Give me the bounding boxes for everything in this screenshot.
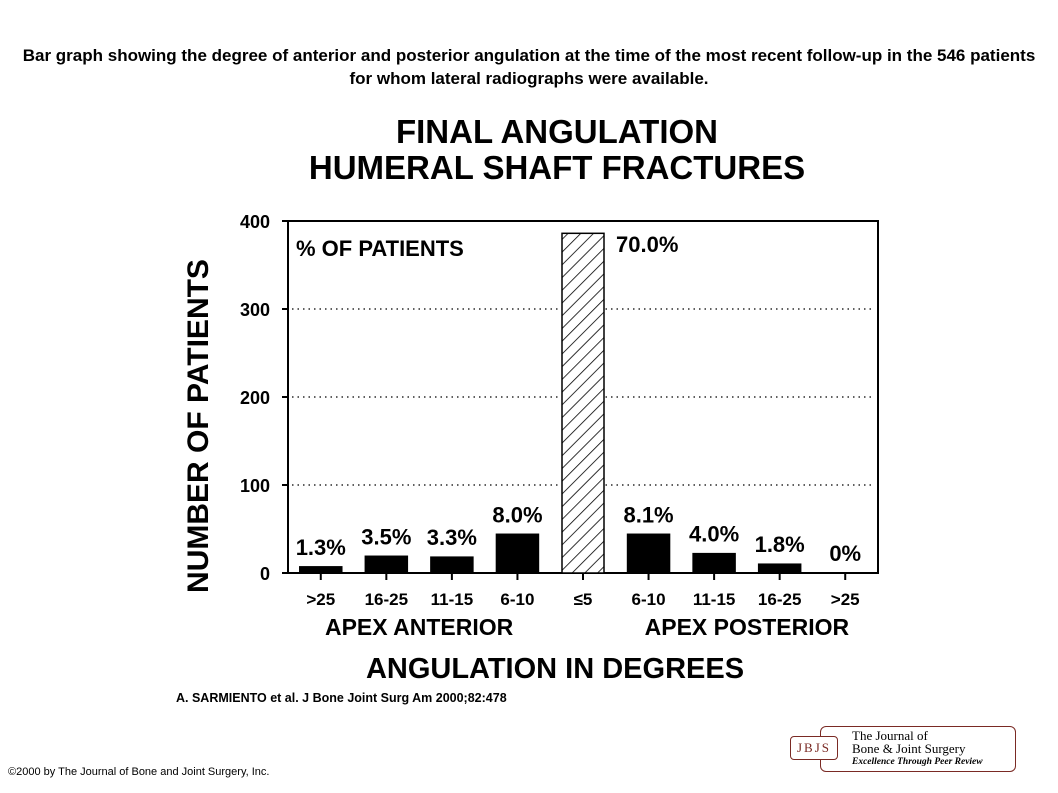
bar bbox=[431, 557, 473, 573]
logo-tagline: Excellence Through Peer Review bbox=[852, 757, 983, 767]
logo-line-2: Bone & Joint Surgery bbox=[852, 741, 966, 756]
logo-mark: JBJS bbox=[790, 736, 838, 760]
data-label: 0% bbox=[829, 541, 862, 566]
x-tick-label: >25 bbox=[830, 590, 860, 609]
x-tick-label: 6-10 bbox=[500, 590, 535, 609]
group-label: APEX POSTERIOR bbox=[644, 614, 850, 640]
x-tick-label: >25 bbox=[306, 590, 336, 609]
data-label: 8.1% bbox=[623, 502, 674, 528]
group-label: APEX ANTERIOR bbox=[324, 614, 514, 640]
x-tick-label: 16-25 bbox=[364, 590, 409, 609]
data-label: 3.5% bbox=[361, 524, 412, 550]
data-label: 4.0% bbox=[689, 521, 740, 547]
y-axis-label: NUMBER OF PATIENTS bbox=[182, 259, 215, 593]
x-tick-label: 6-10 bbox=[631, 590, 666, 609]
y-tick-label: 200 bbox=[239, 388, 270, 408]
x-tick-label: ≤5 bbox=[573, 590, 593, 609]
x-axis-label: ANGULATION IN DEGREES bbox=[365, 653, 745, 683]
bar bbox=[693, 554, 735, 573]
bar bbox=[300, 567, 342, 573]
y-tick-label: 0 bbox=[259, 564, 270, 584]
figure-caption: Bar graph showing the degree of anterior and posterior angulation at the time of the most recent follow-up in the 546 patients for whom lateral radiographs were available. bbox=[22, 46, 1036, 88]
copyright-notice: ©2000 by The Journal of Bone and Joint Surgery, Inc. bbox=[8, 766, 270, 778]
bar bbox=[365, 556, 407, 573]
y-tick-label: 300 bbox=[239, 300, 270, 320]
plot-area bbox=[240, 212, 878, 640]
bar-chart bbox=[176, 103, 881, 683]
bar bbox=[562, 233, 604, 573]
data-label: 1.8% bbox=[754, 532, 805, 558]
x-tick-label: 11-15 bbox=[692, 590, 736, 609]
data-label: 8.0% bbox=[492, 502, 543, 528]
bar bbox=[759, 564, 801, 573]
bar bbox=[628, 534, 670, 573]
chart-figure bbox=[176, 103, 881, 683]
x-tick-label: 16-25 bbox=[757, 590, 802, 609]
y-tick-label: 400 bbox=[239, 212, 270, 232]
chart-title: FINAL ANGULATION bbox=[395, 113, 719, 150]
bar bbox=[496, 534, 538, 573]
data-label: 70.0% bbox=[616, 232, 679, 257]
percent-legend-note: % OF PATIENTS bbox=[296, 236, 464, 261]
logo-line-1: The Journal of bbox=[852, 728, 928, 743]
data-label: 1.3% bbox=[295, 534, 346, 560]
journal-logo bbox=[790, 726, 1022, 774]
chart-subtitle: HUMERAL SHAFT FRACTURES bbox=[308, 149, 806, 186]
data-label: 3.3% bbox=[426, 525, 477, 551]
citation: A. SARMIENTO et al. J Bone Joint Surg Am 2000;82:478 bbox=[176, 691, 507, 705]
x-tick-label: 11-15 bbox=[430, 590, 474, 609]
y-tick-label: 100 bbox=[239, 476, 270, 496]
